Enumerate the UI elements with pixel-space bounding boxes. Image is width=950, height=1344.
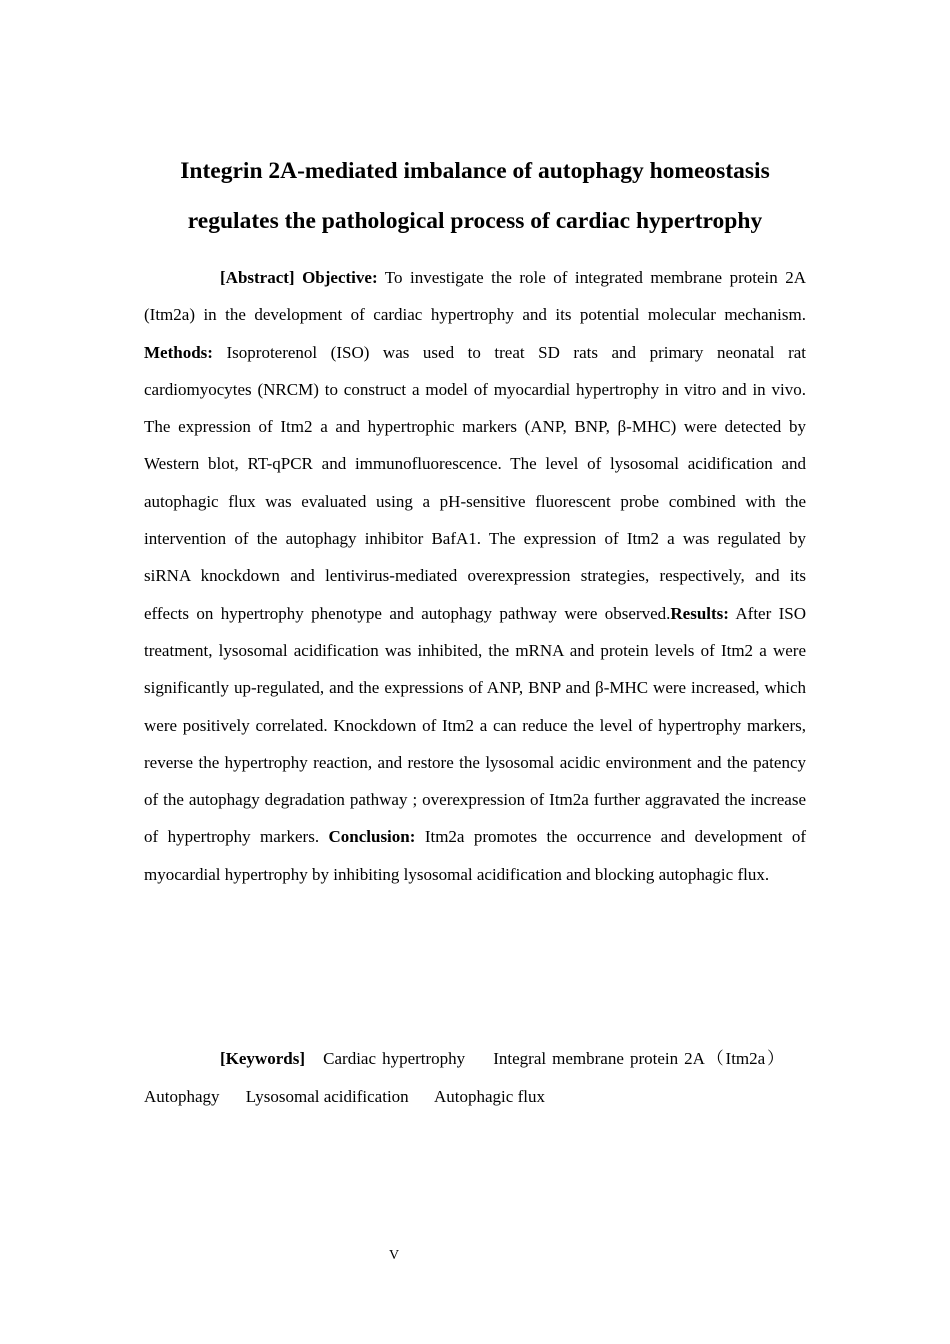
keyword-item: Autophagy xyxy=(144,1087,220,1106)
page-number: V xyxy=(388,1248,400,1263)
paper-title xyxy=(0,146,950,246)
abstract-label: [Abstract] xyxy=(220,268,295,287)
paper-title-line-2: regulates the pathological process of cardiac hypertrophy xyxy=(187,208,763,234)
keyword-item: Autophagic flux xyxy=(434,1087,545,1106)
keyword-item: Integral membrane protein 2A（Itm2a） xyxy=(493,1049,785,1068)
keywords-section xyxy=(144,1040,806,1116)
conclusion-label: Conclusion: xyxy=(328,827,416,847)
conclusion-text: Itm2a promotes the occurrence and development of myocardial hypertrophy by inhibiting lysosomal acidification and blocking autophagic flux. xyxy=(144,827,806,884)
keyword-item: Cardiac hypertrophy xyxy=(323,1049,466,1068)
keyword-item: Lysosomal acidification xyxy=(245,1087,409,1106)
methods-label: Methods: xyxy=(144,342,213,362)
objective-text: To investigate the role of integrated membrane protein 2A (Itm2a) in the development of cardiac hypertrophy and its potential molecular mechanism. xyxy=(144,268,807,325)
paper-title-line-1: Integrin 2A-mediated imbalance of autophagy homeostasis xyxy=(180,158,770,184)
results-text: After ISO treatment, lysosomal acidification was inhibited, the mRNA and protein levels of Itm2 a were significantly up-regulated, and the expressions of ANP, BNP and β-MHC were increased, which were positively correlated. Knockdown of Itm2 a can reduce the level of hypertrophy markers, reverse the hypertrophy reaction, and restore the lysosomal acidic environment and the patency of the autophagy degradation pathway ; overexpression of Itm2a further aggravated the increase of hypertrophy markers. xyxy=(144,603,807,847)
abstract-section xyxy=(144,259,806,893)
keywords-label: [Keywords] xyxy=(220,1049,305,1068)
results-label: Results: xyxy=(670,603,729,623)
objective-label: Objective: xyxy=(302,268,378,287)
methods-text: Isoproterenol (ISO) was used to treat SD rats and primary neonatal rat cardiomyocytes (NRCM) to construct a model of myocardial hypertrophy in vitro and in vivo. The expression of Itm2 a and hypertrophic markers (ANP, BNP, β-MHC) were detected by Western blot, RT-qPCR and immunofluorescence. The level of lysosomal acidification and autophagic flux was evaluated using a pH-sensitive fluorescent probe combined with the intervention of the autophagy inhibitor BafA1. The expression of Itm2 a was regulated by siRNA knockdown and lentivirus-mediated overexpression strategies, respectively, and its effects on hypertrophy phenotype and autophagy pathway were observed. xyxy=(144,342,806,623)
